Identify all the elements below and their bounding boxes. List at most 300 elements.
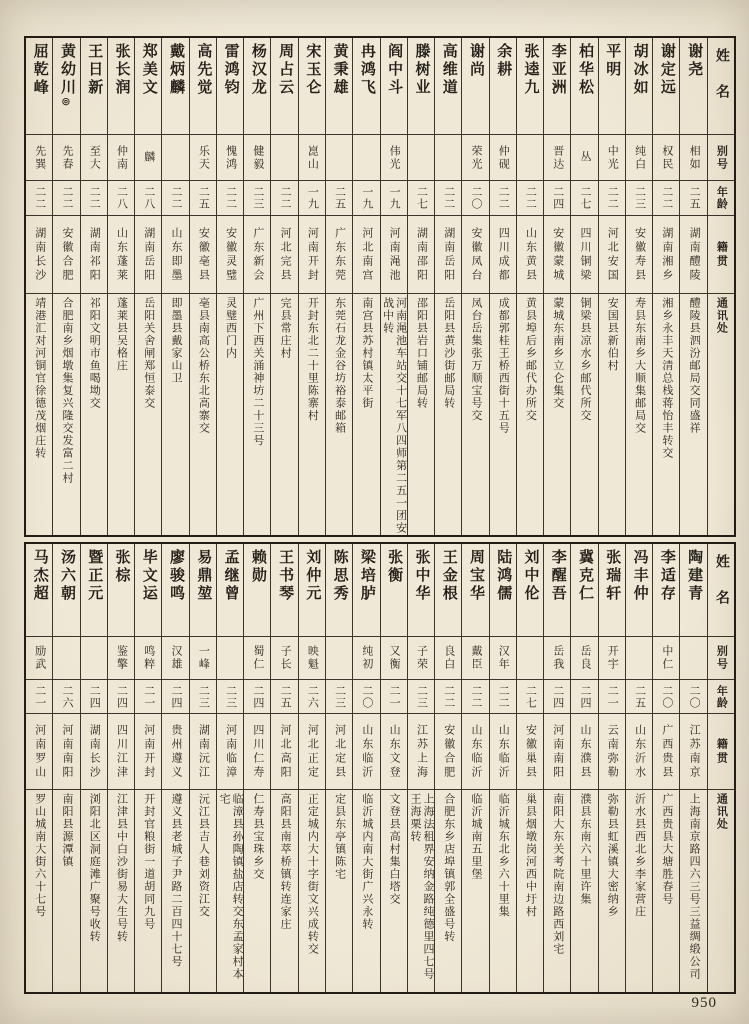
entry-alias-cell (599, 637, 625, 680)
entry-address-cell (626, 790, 652, 992)
entry-name-cell (490, 544, 516, 637)
entry-age: 二〇 (360, 684, 373, 709)
entry-origin: 四川成都 (497, 226, 510, 283)
entry-origin-cell (571, 714, 597, 790)
entry-name-cell (81, 544, 107, 637)
entry-age-cell (544, 181, 570, 216)
entry-origin: 山东濮县 (579, 723, 592, 780)
entry-age: 二四 (170, 684, 183, 709)
entry-origin-cell (408, 714, 434, 790)
entry-column (625, 544, 652, 992)
entry-age: 二二 (60, 186, 73, 210)
entry-address-cell (544, 790, 570, 992)
entry-origin: 湖南祁阳 (88, 226, 101, 283)
entry-alias: 健毅 (251, 144, 264, 171)
entry-name-cell (462, 38, 488, 135)
entry-name-cell (626, 38, 652, 135)
entry-origin: 江苏上海 (415, 723, 428, 780)
entry-alias-cell (599, 135, 625, 181)
entry-age-cell (299, 181, 325, 216)
entry-address: 广州下西关涌神坊二十三号 (251, 297, 264, 447)
entry-age: 一九 (306, 186, 319, 210)
entry-alias-cell (217, 135, 243, 181)
entry-age: 二二 (469, 684, 482, 709)
entry-address-cell (81, 294, 107, 535)
entry-origin: 山东临沂 (497, 723, 510, 780)
entry-age: 二四 (88, 684, 101, 709)
entry-alias: 励武 (33, 645, 46, 671)
bottom-table (24, 542, 736, 994)
entry-origin: 河北正定 (306, 723, 319, 780)
entry-alias: 伟光 (388, 144, 401, 171)
entry-alias-cell (353, 637, 379, 680)
entry-name: 张衡 (386, 549, 403, 585)
entry-age-cell (135, 680, 161, 714)
entry-name: 冉鸿飞 (358, 43, 375, 97)
entry-name: 陆鸿儒 (495, 549, 512, 603)
entry-origin: 广东新会 (251, 226, 264, 283)
entry-origin: 河南南阳 (551, 723, 564, 780)
entry-name: 梁培胪 (358, 549, 375, 603)
entry-address-cell (599, 790, 625, 992)
entry-alias-cell (244, 135, 270, 181)
entry-age: 二三 (415, 684, 428, 709)
entry-age-cell (653, 181, 679, 216)
entry-column (26, 38, 52, 535)
entry-origin-cell (571, 216, 597, 294)
entry-alias-cell (81, 637, 107, 680)
entry-age-cell (190, 680, 216, 714)
entry-name: 高先觉 (195, 43, 212, 97)
entry-age-cell (244, 181, 270, 216)
header-name-label: 姓名 (708, 544, 734, 637)
entry-name-cell (517, 544, 543, 637)
entry-alias-cell (408, 135, 434, 181)
entry-address-cell (599, 294, 625, 535)
entry-name-cell (108, 38, 134, 135)
entry-address-cell (626, 294, 652, 535)
entry-name: 张长润 (113, 43, 130, 97)
entry-address-cell (135, 294, 161, 535)
entry-column (26, 544, 52, 992)
entry-address: 成都郭桂王桥西街十五号 (497, 297, 510, 435)
entry-age: 二三 (333, 684, 346, 709)
entry-origin-cell (244, 216, 270, 294)
entry-address-cell (271, 294, 297, 535)
entry-alias-cell (517, 637, 543, 680)
entry-age: 二一 (606, 684, 619, 709)
entry-age: 二一 (33, 684, 46, 709)
entry-alias-cell (135, 135, 161, 181)
entry-age: 二三 (224, 684, 237, 709)
entry-name: 黄幼川◎ (58, 43, 75, 107)
entry-alias: 映魁 (306, 645, 319, 671)
entry-column (407, 38, 434, 535)
entry-age: 二二 (442, 186, 455, 210)
entry-name-cell (653, 544, 679, 637)
entry-alias-cell (626, 135, 652, 181)
entry-alias: 权民 (660, 144, 673, 171)
entry-origin-cell (53, 714, 79, 790)
entry-address: 醴陵县泗汾邮局交同盛祥 (688, 297, 701, 435)
entry-address: 凤台岳集张万顺宝号交 (469, 297, 482, 422)
entry-name: 胡冰如 (631, 43, 648, 97)
entry-name-cell (190, 544, 216, 637)
entry-age-cell (244, 680, 270, 714)
entry-address-cell (244, 294, 270, 535)
entry-alias-cell (435, 135, 461, 181)
entry-origin-cell (81, 714, 107, 790)
entry-alias: 崑山 (306, 144, 319, 171)
entry-column (652, 38, 679, 535)
entry-origin: 湖南岳阳 (442, 226, 455, 283)
entry-origin: 湖南邵阳 (415, 226, 428, 283)
entry-age: 一九 (388, 186, 401, 210)
entry-address: 寿县东南乡大顺集邮局交 (633, 297, 646, 435)
entry-alias-cell (490, 135, 516, 181)
entry-name-cell (162, 544, 188, 637)
entry-name: 周宝华 (467, 549, 484, 603)
entry-alias-cell (381, 637, 407, 680)
entry-origin-cell (626, 216, 652, 294)
header-alias-label: 别号 (708, 135, 734, 181)
entry-alias: 良白 (442, 645, 455, 671)
entry-age-cell (353, 181, 379, 216)
entry-column (107, 544, 134, 992)
entry-alias-cell (108, 135, 134, 181)
entry-age-cell (435, 181, 461, 216)
entry-column (407, 544, 434, 992)
entry-age: 二〇 (660, 684, 673, 709)
entry-name-cell (162, 38, 188, 135)
entry-age: 二四 (251, 684, 264, 709)
entry-origin: 湖南长沙 (88, 723, 101, 780)
entry-address-cell (326, 790, 352, 992)
entry-address: 巢县烟墩岗河西中圩村 (524, 793, 537, 918)
entry-address: 靖港汇对河铜官徐德茂烟庄转 (33, 297, 46, 460)
entry-alias-cell (571, 637, 597, 680)
entry-name: 刘仲元 (304, 549, 321, 603)
entry-name: 张逵九 (522, 43, 539, 97)
entry-origin-cell (435, 714, 461, 790)
entry-name: 陶建青 (686, 549, 703, 603)
entry-age: 二三 (633, 186, 646, 210)
entry-name-cell (299, 38, 325, 135)
entry-name-cell (571, 38, 597, 135)
entry-column (216, 544, 243, 992)
entry-origin: 云南弥勒 (606, 723, 619, 780)
entry-address: 河南渑池车站交十七军八四师第二五一团安战中转 (381, 297, 407, 535)
entry-alias-cell (680, 135, 706, 181)
entry-alias-cell (490, 637, 516, 680)
entry-column (434, 544, 461, 992)
entry-age-cell (26, 181, 52, 216)
entry-age: 二八 (142, 186, 155, 210)
entry-column (380, 38, 407, 535)
entry-alias-cell (353, 135, 379, 181)
entry-alias: 中仁 (660, 645, 673, 671)
entry-age-cell (599, 680, 625, 714)
entry-column (298, 38, 325, 535)
entry-alias-cell (544, 637, 570, 680)
entry-name-cell (326, 544, 352, 637)
entry-age-cell (517, 181, 543, 216)
entry-age: 二八 (115, 186, 128, 210)
entry-age-cell (81, 181, 107, 216)
entry-origin-cell (26, 714, 52, 790)
entry-age-cell (462, 680, 488, 714)
entry-age-cell (53, 680, 79, 714)
entry-alias-cell (108, 637, 134, 680)
entry-address: 临漳县孙陶镇盐店转交东孟家村本宅 (218, 793, 244, 981)
entry-origin-cell (517, 216, 543, 294)
entry-origin-cell (680, 216, 706, 294)
entry-origin: 河南罗山 (33, 723, 46, 780)
entry-origin: 湖南长沙 (33, 226, 46, 283)
entry-address-cell (217, 790, 243, 992)
entry-name-cell (217, 544, 243, 637)
entry-name: 余耕 (495, 43, 512, 79)
entry-origin-cell (162, 714, 188, 790)
entry-name-cell (435, 38, 461, 135)
entry-alias-cell (162, 135, 188, 181)
entry-address-cell (135, 790, 161, 992)
entry-origin: 山东即墨 (170, 226, 183, 283)
entry-alias: 先春 (60, 144, 73, 171)
entry-address-cell (517, 294, 543, 535)
entry-age: 二五 (333, 186, 346, 210)
entry-column (134, 38, 161, 535)
entry-origin: 安徽合肥 (442, 723, 455, 780)
entry-origin: 安徽巢县 (524, 723, 537, 780)
entry-address-cell (299, 790, 325, 992)
entry-origin: 四川江津 (115, 723, 128, 780)
entry-alias-cell (435, 637, 461, 680)
entry-address: 文登县高村集白塔交 (388, 793, 401, 906)
entry-address: 蒙城东南乡立仑集交 (551, 297, 564, 410)
entry-name: 李醒吾 (549, 549, 566, 603)
entry-origin: 河南开封 (306, 226, 319, 283)
entry-column (161, 38, 188, 535)
entry-name: 雷鸿钧 (222, 43, 239, 97)
entry-origin-cell (190, 216, 216, 294)
entry-origin: 河南开封 (142, 723, 155, 780)
entry-name: 黄秉雄 (331, 43, 348, 97)
entry-age: 二六 (60, 684, 73, 709)
entry-address-cell (53, 294, 79, 535)
entry-name-cell (244, 38, 270, 135)
entry-origin: 湖南醴陵 (688, 226, 701, 283)
entry-age: 二四 (551, 186, 564, 210)
entry-alias-cell (381, 135, 407, 181)
entry-name: 王日新 (86, 43, 103, 97)
entry-origin-cell (490, 216, 516, 294)
entry-address: 上海法租界安纳金路纯德里四七号王海栗转 (408, 793, 434, 981)
entry-name: 滕树业 (413, 43, 430, 97)
entry-age-cell (462, 181, 488, 216)
entry-address: 南阳大东关考院南边路西刘宅 (551, 793, 564, 956)
entry-origin: 山东蓬莱 (115, 226, 128, 283)
header-age-label: 年龄 (708, 181, 734, 216)
entry-alias-cell (271, 135, 297, 181)
entry-column (570, 544, 597, 992)
entry-origin-cell (326, 714, 352, 790)
entry-column (380, 544, 407, 992)
entry-name-cell (271, 544, 297, 637)
entry-age: 二五 (279, 684, 292, 709)
entry-name: 李适存 (658, 549, 675, 603)
entry-name-cell (53, 544, 79, 637)
entry-name-cell (135, 38, 161, 135)
entry-origin-cell (244, 714, 270, 790)
entry-age-cell (162, 680, 188, 714)
entry-name: 谢尚 (467, 43, 484, 79)
entry-address-cell (462, 294, 488, 535)
entry-name: 张中华 (413, 549, 430, 603)
entry-origin-cell (381, 714, 407, 790)
entry-origin: 湖南湘乡 (660, 226, 673, 283)
entry-address-cell (680, 294, 706, 535)
entry-alias-cell (244, 637, 270, 680)
entry-origin: 河北定县 (333, 723, 346, 780)
entry-alias-cell (190, 135, 216, 181)
entry-alias-cell (571, 135, 597, 181)
entry-name-cell (53, 38, 79, 135)
entry-alias: 又衡 (388, 645, 401, 671)
entry-origin: 安徽凤台 (469, 226, 482, 283)
entry-alias-cell (517, 135, 543, 181)
entry-name-cell (435, 544, 461, 637)
entry-age: 二六 (306, 684, 319, 709)
entry-origin: 山东沂水 (633, 723, 646, 780)
entry-origin: 山东临沂 (360, 723, 373, 780)
entry-age-cell (217, 680, 243, 714)
entry-age: 二〇 (688, 684, 701, 709)
entry-name-cell (190, 38, 216, 135)
entry-column (216, 38, 243, 535)
entry-alias: 汉年 (497, 645, 510, 671)
entry-age: 二二 (170, 186, 183, 210)
entry-age: 二二 (33, 186, 46, 210)
entry-name-cell (271, 38, 297, 135)
entry-name-cell (353, 38, 379, 135)
entry-origin-cell (81, 216, 107, 294)
entry-name: 毕文运 (140, 549, 157, 603)
entry-origin: 山东黄县 (524, 226, 537, 283)
entry-origin: 安徽灵璧 (224, 226, 237, 283)
entry-address: 沂水县西北乡李家营庄 (633, 793, 646, 918)
entry-name-cell (381, 544, 407, 637)
entry-address: 祁阳文明市鱼喝坳交 (88, 297, 101, 410)
entry-alias: 麟 (142, 151, 155, 164)
entry-name: 冀克仁 (577, 549, 594, 603)
entry-origin: 贵州遵义 (170, 723, 183, 780)
entry-name: 陈思秀 (331, 549, 348, 603)
entry-alias: 愧鸿 (224, 144, 237, 171)
entry-age: 二一 (142, 684, 155, 709)
entry-column (598, 38, 625, 535)
entry-name: 戴炳麟 (168, 43, 185, 97)
entry-origin-cell (435, 216, 461, 294)
entry-address-cell (462, 790, 488, 992)
entry-address: 岳阳县黄沙街邮局转 (442, 297, 455, 410)
header-origin-label: 籍贯 (708, 216, 734, 294)
entry-age-cell (571, 680, 597, 714)
entry-alias-cell (81, 135, 107, 181)
entry-address: 浏阳北区洞庭滩广聚号收转 (88, 793, 101, 943)
entry-age: 二二 (442, 684, 455, 709)
entry-address-cell (435, 294, 461, 535)
entry-name-cell (408, 544, 434, 637)
entry-origin-cell (217, 714, 243, 790)
entry-column (270, 544, 297, 992)
entry-age: 二三 (251, 186, 264, 210)
entry-address: 南阳县源潭镇 (60, 793, 73, 868)
entry-origin-cell (326, 216, 352, 294)
entry-age-cell (162, 181, 188, 216)
entry-alias: 子长 (279, 645, 292, 671)
entry-origin: 四川铜梁 (579, 226, 592, 283)
entry-column (489, 544, 516, 992)
entry-origin: 广西贵县 (660, 723, 673, 780)
entry-origin: 河北南宫 (360, 226, 373, 283)
entry-age: 二二 (279, 186, 292, 210)
entry-column (325, 544, 352, 992)
entry-origin: 湖南岳阳 (142, 226, 155, 283)
entry-age-cell (53, 181, 79, 216)
entry-name: 王书琴 (277, 549, 294, 603)
entry-alias: 乐天 (197, 144, 210, 171)
entry-address: 江津县中白沙街易大生号转 (115, 793, 128, 943)
entry-column (134, 544, 161, 992)
entry-origin-cell (135, 714, 161, 790)
entry-name-cell (26, 544, 52, 637)
entry-age-cell (626, 680, 652, 714)
entry-alias: 纯初 (360, 645, 373, 671)
entry-name: 谢定远 (658, 43, 675, 97)
entry-alias-cell (326, 135, 352, 181)
entry-age-cell (544, 680, 570, 714)
entry-age-cell (653, 680, 679, 714)
entry-age: 二二 (606, 186, 619, 210)
entry-column (461, 544, 488, 992)
entry-origin: 安徽亳县 (197, 226, 210, 283)
entry-name: 冯丰仲 (631, 549, 648, 603)
entry-origin-cell (162, 216, 188, 294)
entry-column (570, 38, 597, 535)
entry-alias-cell (299, 135, 325, 181)
entry-address-cell (81, 790, 107, 992)
entry-age-cell (299, 680, 325, 714)
entry-origin: 山东临沂 (469, 723, 482, 780)
entry-column (189, 544, 216, 992)
entry-alias: 蜀仁 (251, 645, 264, 671)
entry-name-cell (571, 544, 597, 637)
entry-name: 屈乾峰 (31, 43, 48, 97)
entry-origin-cell (190, 714, 216, 790)
entry-column (352, 544, 379, 992)
entry-column (80, 544, 107, 992)
entry-age-cell (108, 680, 134, 714)
entry-address: 湘乡永丰天清总栈蒋怡丰转交 (660, 297, 673, 460)
entry-origin-cell (108, 216, 134, 294)
entry-name: 张瑞轩 (604, 549, 621, 603)
entry-age-cell (271, 680, 297, 714)
entry-address: 正定城内大十字街文兴成转交 (306, 793, 319, 956)
entry-age: 二三 (197, 684, 210, 709)
entry-address: 黄县埠后乡邮代办所交 (524, 297, 537, 422)
entry-name: 高维道 (440, 43, 457, 97)
